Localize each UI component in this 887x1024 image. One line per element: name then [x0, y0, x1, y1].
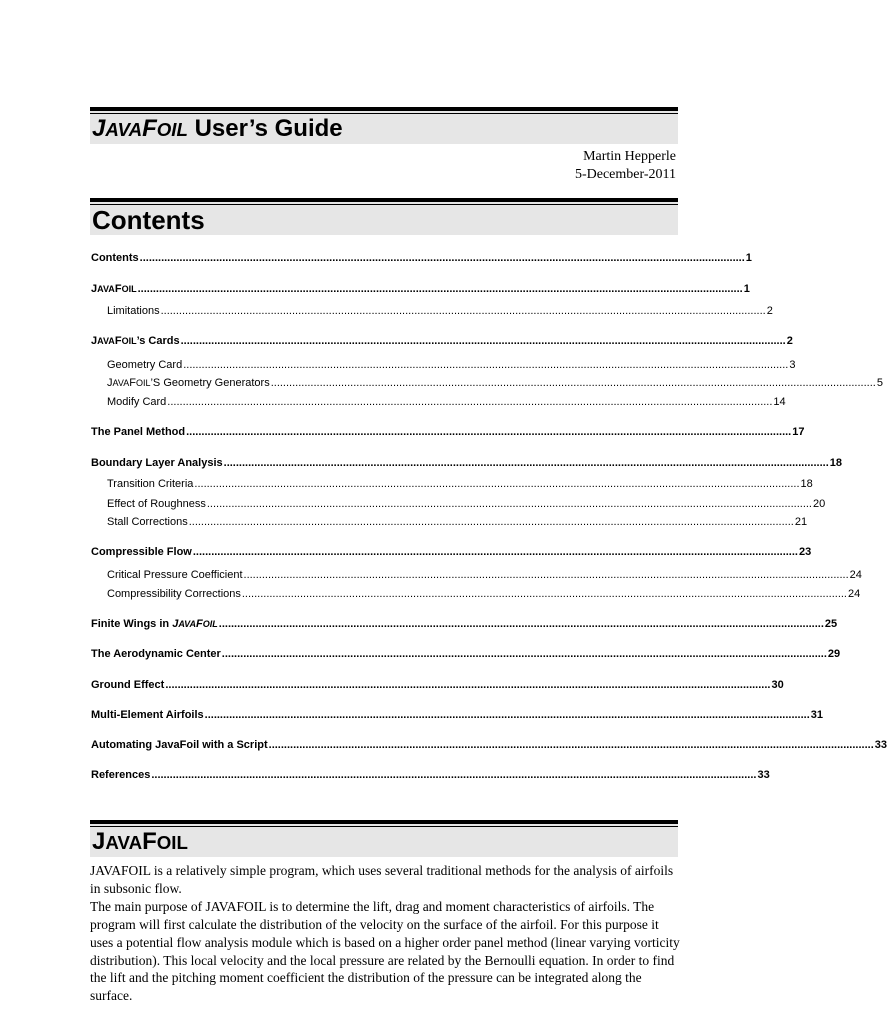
toc-entry[interactable]: Boundary Layer Analysis ...................................................................................................................................................................................................... 18 — [91, 457, 843, 469]
document-title: JAVAFOIL User’s Guide — [92, 115, 343, 142]
toc-entry[interactable]: Geometry Card ...................................................................................................................................................................................................... 3 — [107, 359, 796, 371]
toc-entry[interactable]: Limitations ...................................................................................................................................................................................................... 2 — [107, 305, 773, 317]
title-bar — [90, 107, 678, 144]
paragraph: The main purpose of JAVAFOIL is to determine the lift, drag and moment characteristics of airfoils. The program will first calculate the distribution of the velocity on the surface of the airfoil. For this purpose it uses a potential flow analysis module which is based on a higher order panel method (linear varying vorticity distribution). This local velocity and the local pressure are related by the Bernoulli equation. In order to find the lift and the pitching moment coefficient the distribution of the pressure can be integrated along the surface. — [90, 898, 680, 1004]
contents-heading-bar — [90, 198, 678, 235]
toc-entry[interactable]: JAVAFOIL’S Geometry Generators ...................................................................................................................................................................................................... 5 — [107, 377, 883, 389]
author-name: Martin Hepperle — [583, 149, 676, 164]
toc-entry[interactable]: Automating JavaFoil with a Script ...................................................................................................................................................................................................... 33 — [91, 739, 887, 751]
paragraph: JAVAFOIL is a relatively simple program, which uses several traditional methods for the analysis of airfoils in subsonic flow. — [90, 863, 674, 896]
javafoil-heading-bar — [90, 820, 678, 857]
toc-entry[interactable]: Contents ...................................................................................................................................................................................................... 1 — [91, 252, 752, 264]
author-block — [575, 148, 676, 184]
toc-entry[interactable]: Transition Criteria ...................................................................................................................................................................................................... 18 — [107, 478, 813, 490]
toc-entry[interactable]: Finite Wings in JAVAFOIL ...................................................................................................................................................................................................... 25 — [91, 618, 838, 630]
contents-heading: Contents — [92, 205, 205, 235]
document-date: 5-December-2011 — [574, 167, 676, 182]
toc-entry[interactable]: Compressible Flow ...................................................................................................................................................................................................... 23 — [91, 546, 812, 558]
toc-entry[interactable]: Critical Pressure Coefficient ...................................................................................................................................................................................................... 24 — [107, 569, 862, 581]
toc-entry[interactable]: Ground Effect ...................................................................................................................................................................................................... 30 — [91, 679, 784, 691]
toc-entry[interactable]: Multi-Element Airfoils ...................................................................................................................................................................................................... 31 — [91, 709, 824, 721]
javafoil-heading: JAVAFOIL — [92, 828, 188, 855]
toc-entry[interactable]: Modify Card ...................................................................................................................................................................................................... 14 — [107, 396, 786, 408]
toc-entry[interactable]: References ...................................................................................................................................................................................................... 33 — [91, 769, 770, 781]
toc-entry[interactable]: Compressibility Corrections ...................................................................................................................................................................................................... 24 — [107, 588, 861, 600]
toc-entry[interactable]: Stall Corrections ...................................................................................................................................................................................................... 21 — [107, 516, 808, 528]
toc-entry[interactable]: JAVAFOIL ...................................................................................................................................................................................................... 1 — [91, 283, 750, 295]
toc-entry[interactable]: The Aerodynamic Center ...................................................................................................................................................................................................... 29 — [91, 648, 841, 660]
javafoil-body — [90, 862, 680, 1005]
toc-entry[interactable]: The Panel Method ...................................................................................................................................................................................................... 17 — [91, 426, 805, 438]
toc-entry[interactable]: JAVAFOIL’s Cards ...................................................................................................................................................................................................... 2 — [91, 335, 793, 347]
toc-entry[interactable]: Effect of Roughness ...................................................................................................................................................................................................... 20 — [107, 498, 826, 510]
